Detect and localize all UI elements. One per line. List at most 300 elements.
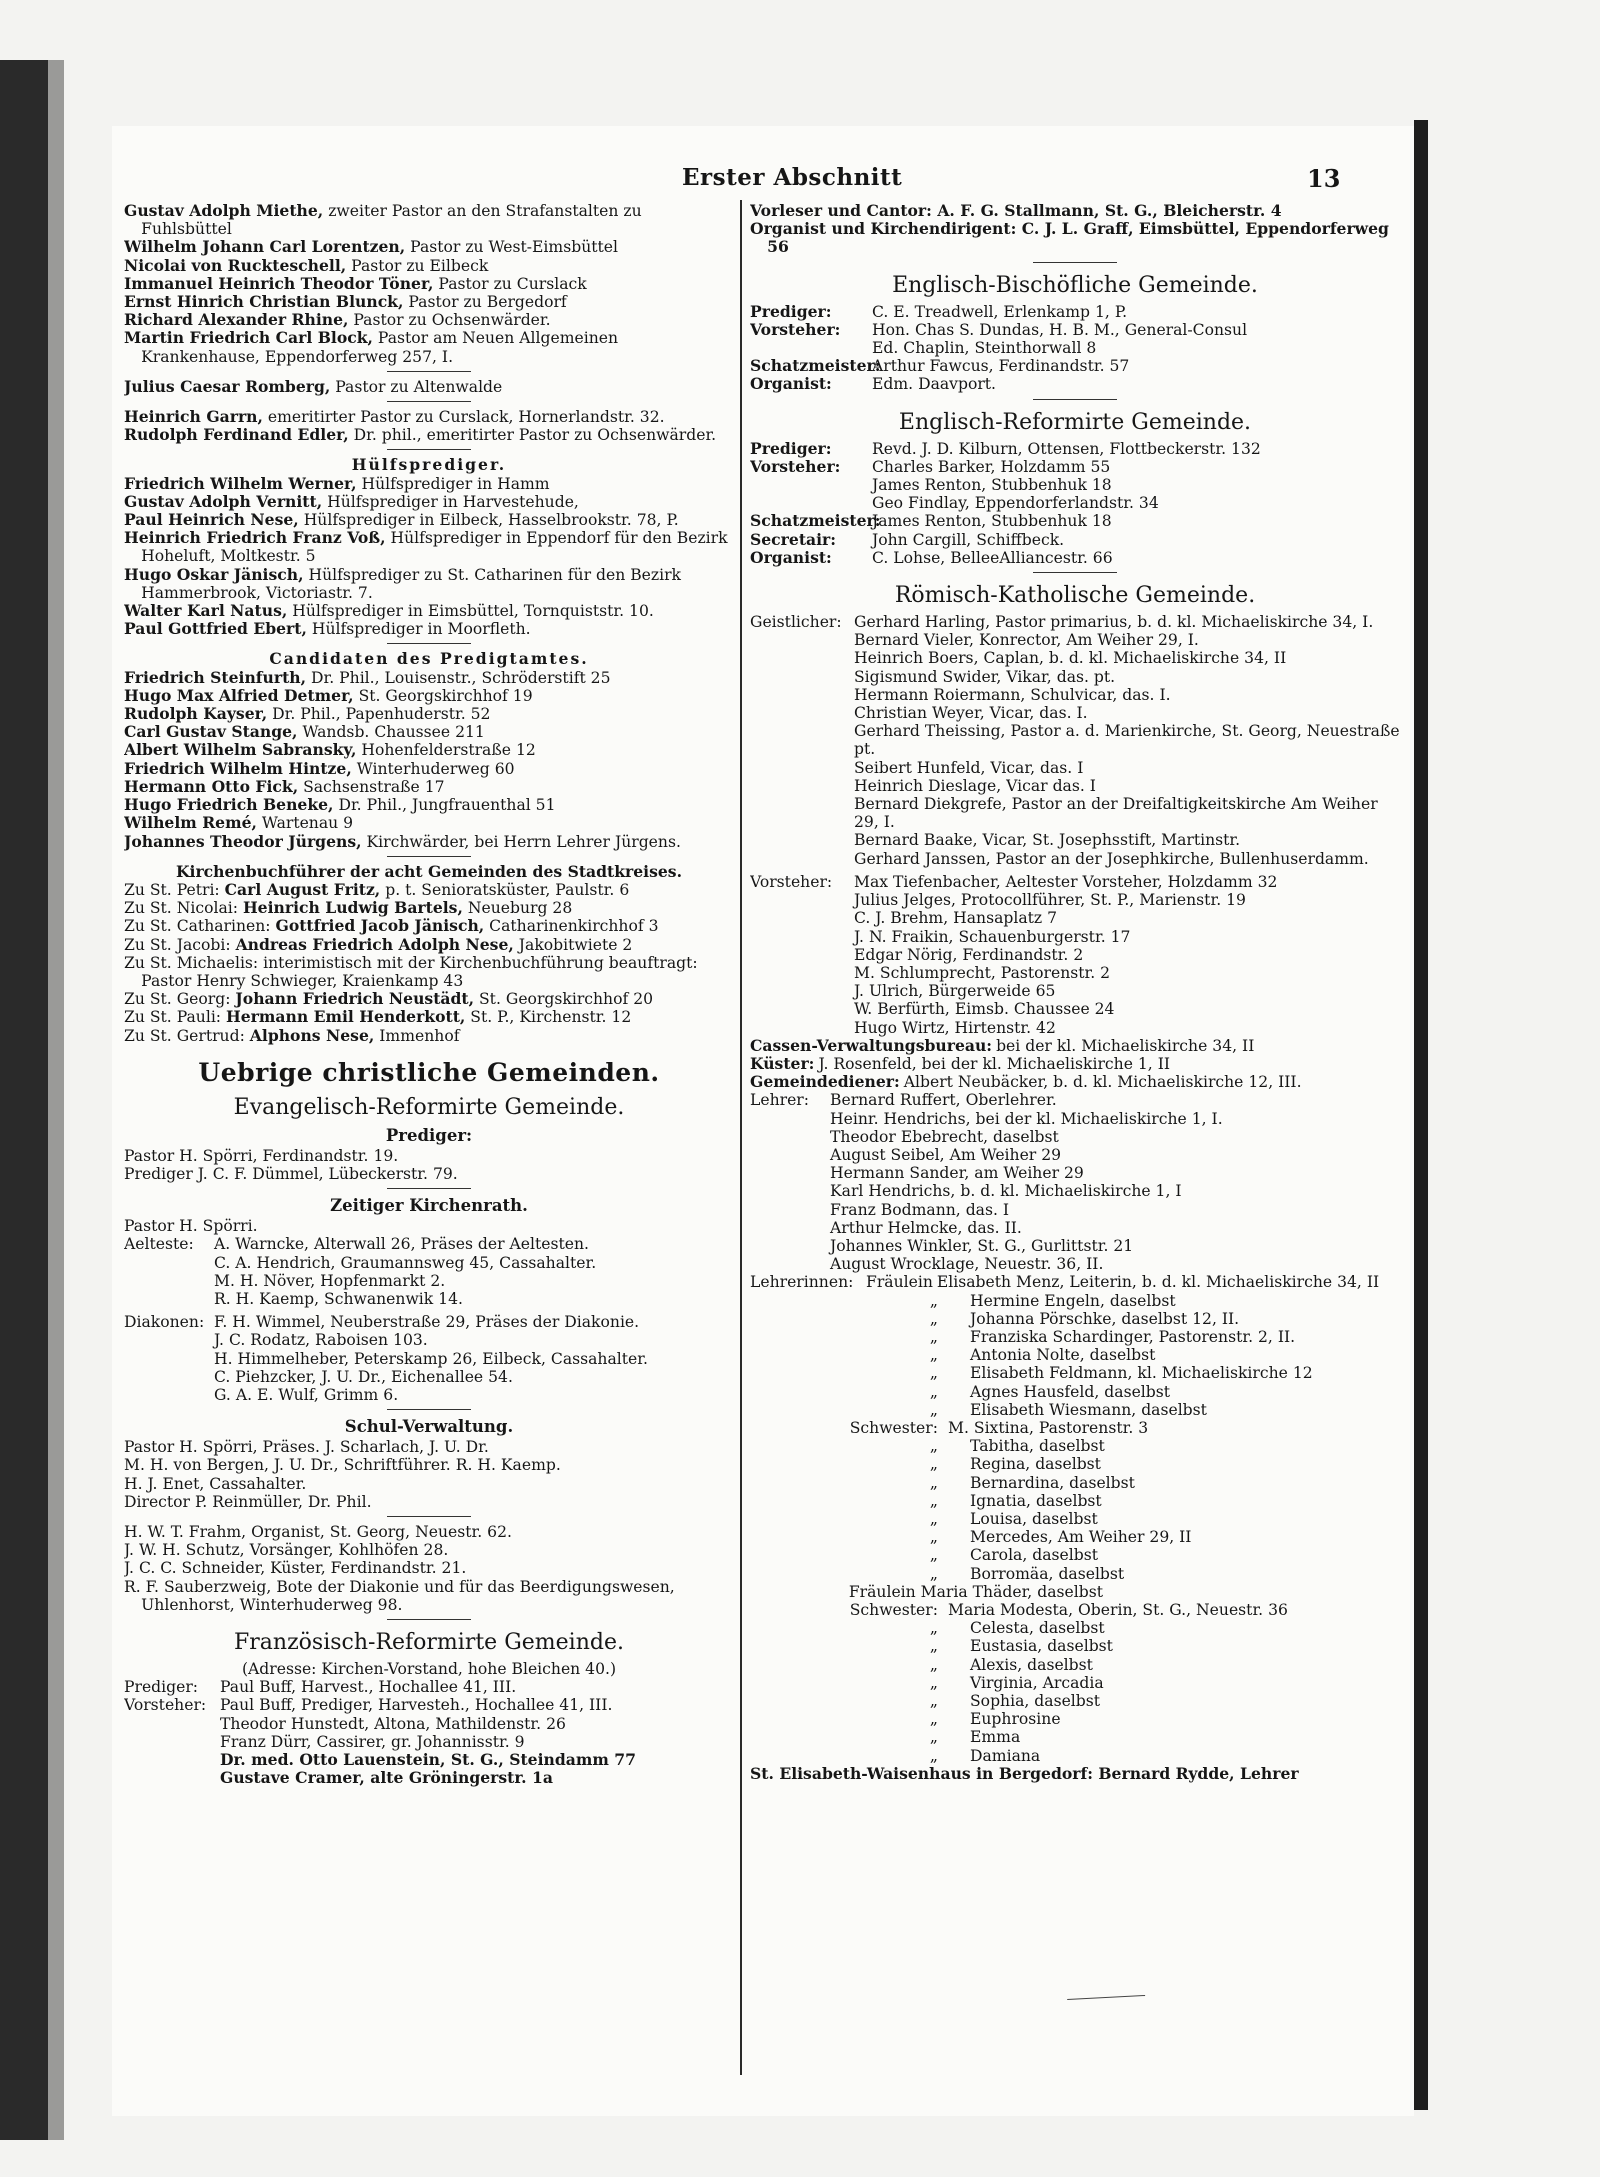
row-label [124,1290,210,1308]
schwester-entry [750,1565,1400,1583]
entry-name: Wilhelm Johann Carl Lorentzen, [124,237,406,257]
lehrerin-entry [750,1383,1400,1401]
candidat-entry [124,669,734,687]
row-value: Tabitha, daselbst [970,1437,1105,1456]
book-gutter [48,60,64,2140]
entry-name: Hugo Oskar Jänisch, [124,564,304,584]
entry-text: Winterhuderweg 60 [351,759,515,778]
uebrige-heading: Uebrige christliche Gemeinden. [198,1057,660,1087]
lehrer-entry [750,1164,1400,1182]
row-value: J. Rosenfeld, bei der kl. Michaeliskirche 1, II [818,1054,1171,1073]
entry-place: Zu St. Nicolai: [124,899,243,918]
ditto-mark: „ [929,1382,938,1401]
vorsteher-entry: Gustave Cramer, alte Gröningerstr. 1a [220,1768,553,1788]
row-value: F. H. Wimmel, Neuberstraße 29, Präses der Diakonie. [214,1313,640,1332]
entry-name: Heinrich Garrn, [124,407,263,427]
label-row [750,512,1400,530]
row-label: Cassen-Verwaltungsbureau: [750,1035,993,1055]
divider [387,449,471,450]
row-label [750,668,850,686]
row-label: Küster: [750,1053,815,1073]
schwester-entry [750,1492,1400,1510]
row-value: Edgar Nörig, Ferdinandstr. 2 [854,945,1084,964]
entry-place: Zu St. Georg: [124,990,236,1009]
candidaten-list [124,669,734,851]
staff-entry: R. F. Sauberzweig, Bote der Diakonie und für das Beerdigungswesen, Uhlenhorst, Winterhuderweg 98. [124,1577,675,1614]
row-value: J. Ulrich, Bürgerweide 65 [854,982,1056,1001]
kirchenbuch-entry [124,1027,734,1045]
kirchenrath-pastor: Pastor H. Spörri. [124,1217,258,1236]
pastor-entry [124,293,734,311]
schwestern-list [750,1419,1400,1583]
row-label: Vorsteher: [750,872,833,891]
pastor-entry [124,329,734,365]
huelfsprediger-heading: Hülfsprediger. [351,455,507,475]
franzref-prediger-row [124,1678,734,1696]
row-value: Arthur Fawcus, Ferdinandstr. 57 [872,357,1130,376]
schwester-entry [750,1674,1400,1692]
row-value [216,1696,734,1787]
ditto-mark: „ [929,1673,938,1692]
franzref-address: (Adresse: Kirchen-Vorstand, hohe Bleichen 40.) [241,1660,617,1678]
row-label: Vorsteher: [750,319,841,339]
row-value: Hermann Roiermann, Schulvicar, das. I. [854,685,1171,704]
entry-text: emeritirter Pastor zu Curslack, Hornerlandstr. 32. [262,408,665,427]
franzref-vorsteher-row [124,1696,734,1787]
lehrerinnen-list [750,1273,1400,1419]
top-entry: Organist und Kirchendirigent: C. J. L. Graff, Eimsbüttel, Eppendorferweg 56 [750,219,1389,257]
row-label [750,928,850,946]
row-label [750,1128,826,1146]
row-value: Heinr. Hendrichs, bei der kl. Michaeliskirche 1, I. [830,1109,1223,1128]
row-label [750,909,850,927]
row-label [750,631,850,649]
lehrerin-entry [750,1328,1400,1346]
divider [1033,262,1117,263]
row-label [124,1350,210,1368]
entry-place: Zu St. Michaelis: [124,953,264,972]
entry-text: Dr. phil., emeritirter Pastor zu Ochsenwärder. [348,426,717,445]
row-label: Schatzmeister: [750,356,881,376]
row-value: Hon. Chas S. Dundas, H. B. M., General-Consul [872,320,1248,339]
row-value: C. A. Hendrich, Graumannsweg 45, Cassahalter. [214,1253,597,1272]
divider [1033,399,1117,400]
entry-text: St. P., Kirchenstr. 12 [465,1008,632,1027]
ditto-mark: „ [929,1728,938,1747]
row-value: Carola, daselbst [970,1546,1099,1565]
schwester-entry [750,1601,1400,1619]
row-value: Charles Barker, Holzdamm 55 [872,457,1111,476]
divider [387,643,471,644]
vorsteher-entry [750,909,1400,927]
row-label: Secretair: [750,529,837,549]
gemeindediener-row [750,1073,1400,1091]
row-label: Schwester: [849,1418,938,1437]
row-label [750,704,850,722]
entry-text: Hülfsprediger in Eimsbüttel, Tornquiststr. 10. [287,602,654,621]
schwester-entry [750,1728,1400,1746]
row-label [750,831,850,849]
ditto-mark: „ [929,1619,938,1638]
row-label [750,649,850,667]
row-value: Eustasia, daselbst [970,1637,1113,1656]
row-value: Julius Jelges, Protocollführer, St. P., Marienstr. 19 [854,891,1246,910]
entry-text: Dr. Phil., Papenhuderstr. 52 [267,705,491,724]
entry-name: Hugo Max Alfried Detmer, [124,685,354,705]
row-label: Lehrerinnen: [750,1273,854,1292]
ditto-mark: „ [929,1510,938,1528]
column-divider [740,200,742,2075]
geistlicher-entry [750,686,1400,704]
ditto-mark: „ [929,1364,938,1383]
candidat-entry [124,687,734,705]
entry-text: Hülfsprediger in Eilbeck, Hasselbrookstr. 78, P. [298,511,679,530]
row-value: Mercedes, Am Weiher 29, II [970,1528,1192,1547]
row-label [750,1201,826,1219]
row-value: Agnes Hausfeld, daselbst [970,1382,1171,1401]
row-label [124,1272,210,1290]
entry-text: interimistisch mit der Kirchenbuchführung beauftragt: Pastor Henry Schwieger, Kraienkamp 43 [141,953,698,990]
schwester-entry [750,1510,1400,1528]
aeltester-entry [124,1254,734,1272]
huelfsprediger-entry [124,493,734,511]
lehrerin-entry [750,1310,1400,1328]
ditto-mark: „ [929,1400,938,1419]
row-label [124,1386,210,1404]
evref-prediger-list [124,1147,734,1183]
lehrer-entry [750,1128,1400,1146]
row-value: Borromäa, daselbst [970,1564,1125,1583]
row-value: C. E. Treadwell, Erlenkamp 1, P. [872,302,1128,321]
entry-place: Zu St. Pauli: [124,1008,227,1027]
geistlicher-entry [750,831,1400,849]
huelfsprediger-entry [124,566,734,602]
schul-entry: Director P. Reinmüller, Dr. Phil. [124,1492,372,1511]
row-value: Hugo Wirtz, Hirtenstr. 42 [854,1018,1056,1037]
kirchenbuch-entry [124,990,734,1008]
pastor-entry [124,238,734,256]
row-value: Heinrich Boers, Caplan, b. d. kl. Michaeliskirche 34, II [854,649,1287,668]
entry-name: Immanuel Heinrich Theodor Töner, [124,273,434,293]
entry-text: Immenhof [374,1026,460,1045]
right-column [750,202,1400,2074]
entry-text: Kirchwärder, bei Herrn Lehrer Jürgens. [361,832,681,851]
lehrer-entry [750,1201,1400,1219]
row-label [750,1255,826,1273]
vorsteher-entry [750,982,1400,1000]
entry-text: Wartenau 9 [256,814,354,833]
row-label [750,1164,826,1182]
entry-name: Carl August Fritz, [224,879,381,899]
vorsteher-entry: Dr. med. Otto Lauenstein, St. G., Steindamm 77 [220,1750,637,1770]
label-row [750,321,1400,339]
lehrer-list [750,1091,1400,1273]
diakon-entry [124,1331,734,1349]
label-row [750,303,1400,321]
entry-name: Johann Friedrich Neustädt, [235,989,475,1009]
entry-text: Wandsb. Chaussee 211 [297,723,485,742]
entry-name: Paul Gottfried Ebert, [124,619,307,639]
entry-text: Hülfsprediger in Moorfleth. [306,620,531,639]
kirchenrath-heading: Zeitiger Kirchenrath. [330,1196,528,1216]
catholic-heading: Römisch-Katholische Gemeinde. [894,583,1256,609]
entry-name: Nicolai von Ruckteschell, [124,255,347,275]
staff-entry: J. C. C. Schneider, Küster, Ferdinandstr. 21. [124,1559,467,1578]
row-value: Theodor Ebebrecht, daselbst [830,1127,1059,1146]
schwester-entry [750,1619,1400,1637]
book-spine-shadow [0,60,48,2140]
row-label: Organist: [750,374,832,394]
ditto-mark: „ [929,1546,938,1565]
row-value: Euphrosine [970,1710,1061,1729]
row-value: Karl Hendrichs, b. d. kl. Michaeliskirche 1, I [830,1182,1182,1201]
candidat-entry [124,778,734,796]
entry-text: Jakobitwiete 2 [513,935,633,954]
franzref-heading: Französisch-Reformirte Gemeinde. [234,1630,624,1655]
ditto-mark: „ [929,1528,938,1547]
entry-text: Pastor zu Bergedorf [403,293,567,312]
fraeulein-entry: Fräulein Maria Thäder, daselbst [848,1582,1103,1601]
row-label: Lehrer: [750,1091,810,1110]
entry-text: Dr. Phil., Jungfrauenthal 51 [333,796,556,815]
entry-text: Pastor am Neuen Allgemeinen Krankenhause, Eppendorferweg 257, I. [141,329,619,366]
row-value: August Seibel, Am Weiher 29 [830,1145,1062,1164]
divider [387,371,471,372]
row-label [750,686,850,704]
row-label [750,850,850,868]
evref-prediger-heading: Prediger: [385,1125,473,1145]
kirchenbuch-entry [124,954,734,990]
row-value: H. Himmelheber, Peterskamp 26, Eilbeck, Cassahalter. [214,1349,648,1368]
candidat-entry [124,814,734,832]
row-label: Organist: [750,547,832,567]
row-label: Prediger: [124,1678,199,1697]
ditto-mark: „ [929,1437,938,1456]
ditto-mark: „ [929,1710,938,1729]
evref-heading: Evangelisch-Reformirte Gemeinde. [233,1094,625,1120]
row-value: Albert Neubäcker, b. d. kl. Michaeliskirche 12, III. [903,1073,1302,1092]
row-value: G. A. E. Wulf, Grimm 6. [214,1385,399,1404]
row-value: James Renton, Stubbenhuk 18 [872,476,1112,495]
entry-name: Friedrich Wilhelm Werner, [124,473,357,493]
ditto-mark: „ [929,1473,938,1492]
row-value: C. Lohse, BelleeAlliancestr. 66 [872,548,1113,567]
entry-text: Sachsenstraße 17 [298,777,445,796]
row-value: C. J. Brehm, Hansaplatz 7 [854,909,1057,928]
prediger-entry: Prediger J. C. F. Dümmel, Lübeckerstr. 79. [124,1164,458,1183]
geistlicher-entry [750,704,1400,722]
entry-place: Zu St. Catharinen: [124,917,276,936]
right-top-entries [750,202,1400,257]
ditto-mark: „ [929,1309,938,1328]
schwester-entry [750,1474,1400,1492]
schwester-entry [750,1455,1400,1473]
lehrer-entry [750,1091,1400,1109]
waisenhaus-entry: St. Elisabeth-Waisenhaus in Bergedorf: Bernard Rydde, Lehrer [750,1763,1299,1783]
entry-name: Friedrich Wilhelm Hintze, [124,758,352,778]
section-title: Erster Abschnitt [682,164,903,191]
kirchenbuch-heading: Kirchenbuchführer der acht Gemeinden des Stadtkreises. [175,861,683,881]
row-label [750,777,850,795]
kirchenbuch-entry [124,899,734,917]
row-value: A. Warncke, Alterwall 26, Präses der Aeltesten. [214,1235,590,1254]
row-value: Johannes Winkler, St. G., Gurlittstr. 21 [830,1236,1134,1255]
diakon-entry [124,1386,734,1404]
row-value: R. H. Kaemp, Schwanenwik 14. [214,1289,463,1308]
pastor-entry [124,275,734,293]
lehrerin-entry [750,1401,1400,1419]
ditto-mark: „ [929,1637,938,1656]
row-value: Bernard Baake, Vicar, St. Josephsstift, Martinstr. [854,831,1241,850]
huelfsprediger-list [124,475,734,639]
entry-text: Pastor zu Eilbeck [346,256,489,275]
row-value: Sigismund Swider, Vikar, das. pt. [854,667,1116,686]
row-value: Louisa, daselbst [970,1510,1098,1528]
row-label [750,964,850,982]
ditto-mark: „ [929,1692,938,1711]
geistliche-list [750,613,1400,868]
emeriti-list [124,408,734,444]
schwester-entry [750,1419,1400,1437]
entry-name: Walter Karl Natus, [124,601,288,621]
vorsteher-list [750,873,1400,1037]
kirchenbuch-entry [124,936,734,954]
kirchenbuch-entry [124,917,734,935]
divider [387,1516,471,1517]
row-label [124,1368,210,1386]
row-label: Aelteste: [124,1235,194,1254]
row-label [750,1219,826,1237]
kirchenbuch-entry [124,881,734,899]
geistlicher-entry [750,649,1400,667]
entry-name: Johannes Theodor Jürgens, [124,831,362,851]
row-value: Elisabeth Wiesmann, daselbst [970,1400,1207,1419]
entry-text: Hülfsprediger zu St. Catharinen für den Bezirk Hammerbrook, Victoriastr. 7. [141,565,681,602]
entry-place: Zu St. Jacobi: [124,935,236,954]
row-value: Sophia, daselbst [970,1692,1101,1711]
row-value: bei der kl. Michaeliskirche 34, II [996,1036,1255,1055]
row-value: C. Piehzcker, J. U. Dr., Eichenallee 54. [214,1367,513,1386]
label-row [750,531,1400,549]
row-label [750,1146,826,1164]
ditto-mark: „ [929,1327,938,1346]
row-label [750,946,850,964]
entry-name: Heinrich Ludwig Bartels, [242,898,463,918]
candidaten-heading: Candidaten des Predigtamtes. [269,649,589,669]
entry-name: Richard Alexander Rhine, [124,310,349,330]
engref-rows [750,440,1400,567]
anglican-heading: Englisch-Bischöfliche Gemeinde. [892,272,1258,298]
entry-text: Pastor zu West-Eimsbüttel [405,238,618,257]
vorsteher-entry [750,873,1400,891]
row-label [750,339,868,357]
aeltester-entry [124,1235,734,1253]
vorsteher-entry [750,891,1400,909]
entry-name: Hermann Otto Fick, [124,776,299,796]
row-value: Gerhard Harling, Pastor primarius, b. d. kl. Michaeliskirche 34, I. [854,613,1374,632]
entry-text: Hülfsprediger in Hamm [356,474,550,493]
geistlicher-entry [750,759,1400,777]
row-value: Franziska Schardinger, Pastorenstr. 2, II. [970,1327,1296,1346]
entry-name: Albert Wilhelm Sabransky, [124,740,357,760]
ditto-mark: „ [929,1564,938,1583]
entry-name: Rudolph Ferdinand Edler, [124,425,349,445]
vorsteher-entry [750,1019,1400,1037]
row-label [750,1019,850,1037]
schwester-entry [750,1528,1400,1546]
row-label: Schwester: [849,1601,938,1620]
row-value: Hermine Engeln, daselbst [970,1291,1176,1310]
vorsteher-entry [750,1000,1400,1018]
row-value: J. C. Rodatz, Raboisen 103. [214,1331,428,1350]
entry-text: St. Georgskirchhof 19 [353,686,533,705]
aelteste-list [124,1235,734,1308]
row-value: Elisabeth Menz, Leiterin, b. d. kl. Michaeliskirche 34, II [936,1273,1380,1292]
entry-text: Hohenfelderstraße 12 [356,741,536,760]
row-value: Franz Bodmann, das. I [830,1200,1010,1219]
row-value: Virginia, Arcadia [970,1673,1104,1692]
page-number: 13 [1307,164,1341,193]
huelfsprediger-entry [124,529,734,565]
row-value: Bernard Diekgrefe, Pastor an der Dreifaltigkeitskirche Am Weiher 29, I. [854,795,1378,832]
pastor-entry [124,202,734,238]
row-label: Vorsteher: [124,1696,207,1715]
row-value: Celesta, daselbst [970,1619,1105,1638]
row-label [124,1331,210,1349]
row-value: Hermann Sander, am Weiher 29 [830,1164,1084,1183]
pastor-list [124,202,734,366]
staff-entry: J. W. H. Schutz, Vorsänger, Kohlhöfen 28. [124,1541,449,1560]
row-label [750,722,850,758]
row-label [750,1182,826,1200]
emeritus-entry [124,426,734,444]
entry-name: Wilhelm Remé, [124,813,257,833]
row-label [750,494,868,512]
label-row [750,357,1400,375]
entry-name: Gustav Adolph Vernitt, [124,491,323,511]
ditto-mark: „ [929,1491,938,1510]
entry-name: Heinrich Friedrich Franz Voß, [124,528,386,548]
row-value: Paul Buff, Harvest., Hochallee 41, III. [220,1678,517,1697]
pastor-entry [124,311,734,329]
geistlicher-entry [750,850,1400,868]
row-value: Maria Modesta, Oberin, St. G., Neuestr. 36 [948,1601,1288,1620]
vorsteher-entry [750,928,1400,946]
row-value: W. Berfürth, Eimsb. Chaussee 24 [854,1000,1115,1019]
divider [1033,572,1117,573]
ditto-mark: „ [929,1346,938,1365]
schwester-entry [750,1710,1400,1728]
row-value: James Renton, Stubbenhuk 18 [872,512,1112,531]
schul-list [124,1438,734,1511]
divider [387,856,471,857]
row-value: M. Sixtina, Pastorenstr. 3 [948,1418,1149,1437]
schul-entry: M. H. von Bergen, J. U. Dr., Schriftführer. R. H. Kaemp. [124,1456,561,1475]
kirchenbuch-entry [124,1008,734,1026]
staff-entry: H. W. T. Frahm, Organist, St. Georg, Neuestr. 62. [124,1522,512,1541]
candidat-entry [124,741,734,759]
entry-text: zweiter Pastor an den Strafanstalten zu Fuhlsbüttel [141,202,642,239]
row-value: J. N. Fraikin, Schauenburgerstr. 17 [854,927,1131,946]
entry-name: Julius Caesar Romberg, [124,376,331,396]
schwester-entry [750,1437,1400,1455]
prediger-entry: Pastor H. Spörri, Ferdinandstr. 19. [124,1146,399,1165]
candidat-entry [124,760,734,778]
row-value: Alexis, daselbst [970,1655,1093,1674]
vorsteher-entry [750,946,1400,964]
ditto-mark: „ [929,1291,938,1310]
divider [387,401,471,402]
